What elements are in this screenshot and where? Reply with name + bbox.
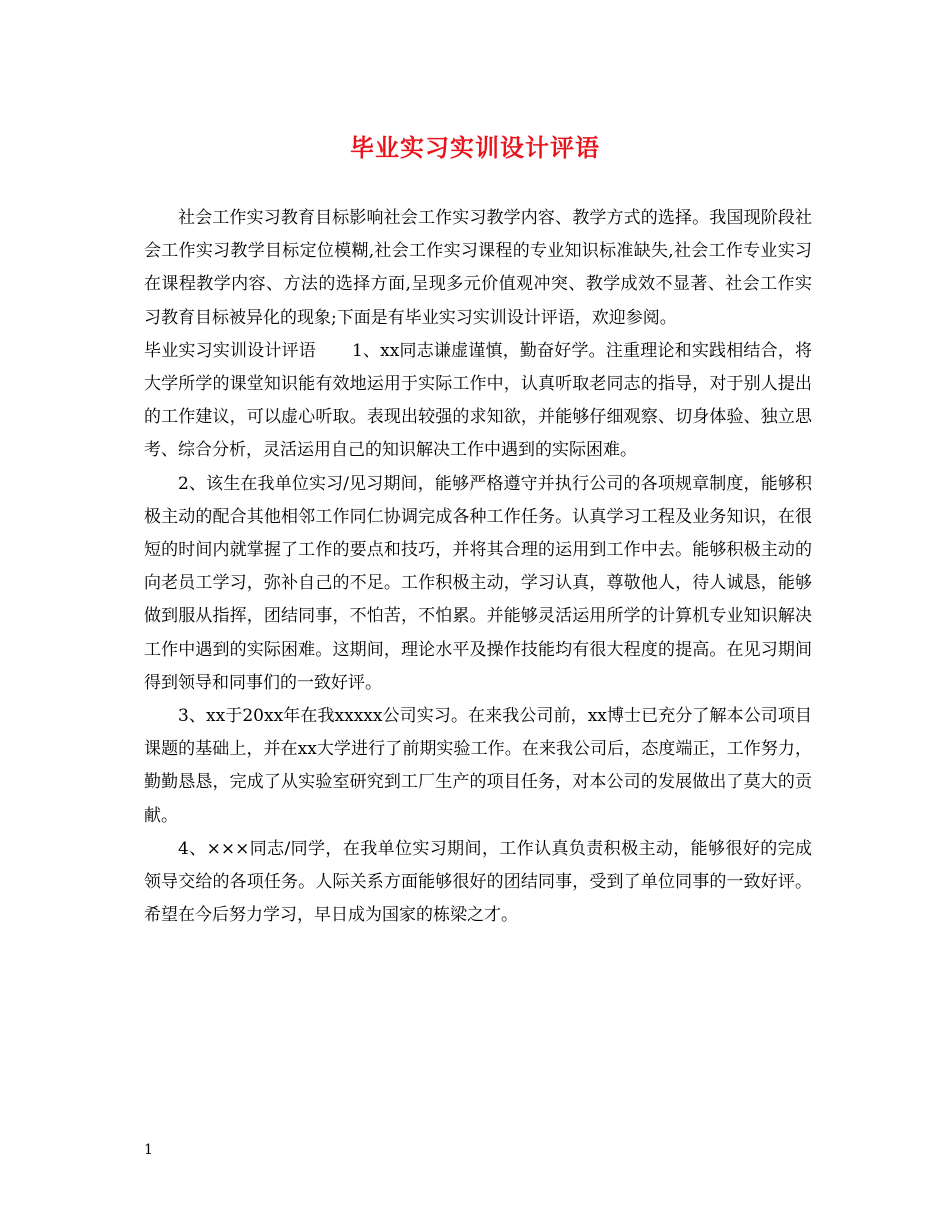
- comment-paragraph-4: 4、×××同志/同学，在我单位实习期间，工作认真负责积极主动，能够很好的完成领导交给的各项任务。人际关系方面能够很好的团结同事，受到了单位同事的一致好评。希望在今后努力学习，早日成为国家的栋梁之才。: [144, 838, 812, 926]
- section-heading: 毕业实习实训设计评语: [144, 340, 316, 361]
- document-title: 毕业实习实训设计评语: [350, 133, 600, 162]
- comment-paragraph-3: 3、xx于20xx年在我xxxxx公司实习。在来我公司前，xx博士已充分了解本公司项目课题的基础上，并在xx大学进行了前期实验工作。在来我公司后，态度端正，工作努力，勤勤恳恳，完成了从实验室研究到工厂生产的项目任务，对本公司的发展做出了莫大的贡献。: [144, 706, 812, 826]
- comment-paragraph-1: [144, 335, 812, 468]
- document-body: [144, 202, 812, 932]
- comment-text-1: 1、xx同志谦虚谨慎，勤奋好学。注重理论和实践相结合，将大学所学的课堂知识能有效地运用于实际工作中，认真听取老同志的指导，对于别人提出的工作建议，可以虚心听取。表现出较强的求知欲，并能够仔细观察、切身体验、独立思考、综合分析，灵活运用自己的知识解决工作中遇到的实际困难。: [144, 340, 812, 461]
- intro-paragraph: 社会工作实习教育目标影响社会工作实习教学内容、教学方式的选择。我国现阶段社会工作实习教学目标定位模糊,社会工作实习课程的专业知识标准缺失,社会工作专业实习在课程教学内容、方法的选择方面,呈现多元价值观冲突、教学成效不显著、社会工作实习教育目标被异化的现象;下面是有毕业实习实训设计评语，欢迎参阅。: [144, 208, 812, 328]
- page-number: 1: [144, 1142, 153, 1158]
- comment-paragraph-2: 2、该生在我单位实习/见习期间，能够严格遵守并执行公司的各项规章制度，能够积极主动的配合其他相邻工作同仁协调完成各种工作任务。认真学习工程及业务知识，在很短的时间内就掌握了工作的要点和技巧，并将其合理的运用到工作中去。能够积极主动的向老员工学习，弥补自己的不足。工作积极主动，学习认真，尊敬他人，待人诚恳，能够做到服从指挥，团结同事，不怕苦，不怕累。并能够灵活运用所学的计算机专业知识解决工作中遇到的实际困难。这期间，理论水平及操作技能均有很大程度的提高。在见习期间得到领导和同事们的一致好评。: [144, 473, 812, 693]
